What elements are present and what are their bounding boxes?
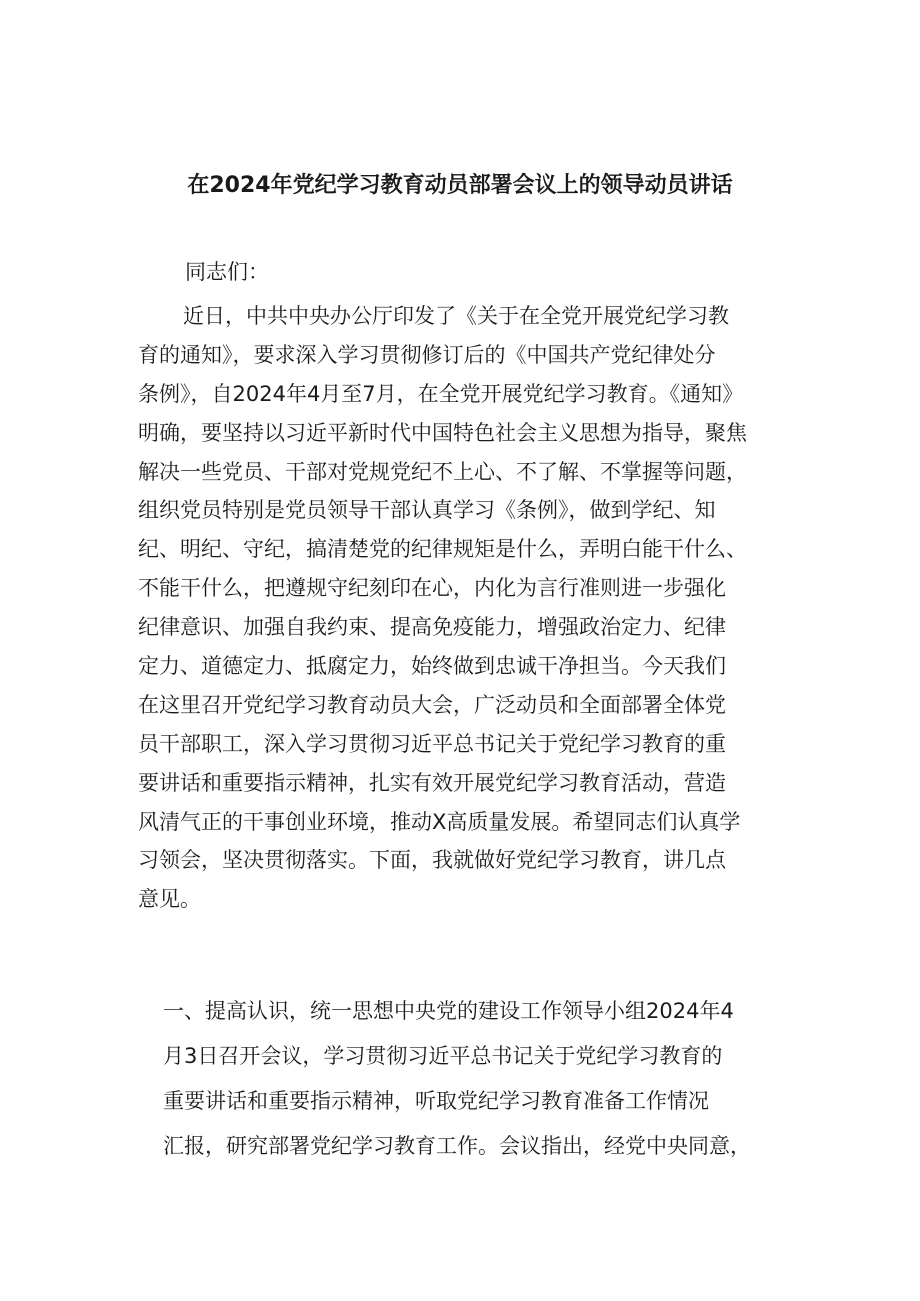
text-line: 在这里召开党纪学习教育动员大会，广泛动员和全面部署全体党 <box>138 692 726 717</box>
text-line: 育的通知》，要求深入学习贯彻修订后的《中国共产党纪律处分 <box>138 342 716 367</box>
text-line: 定力、道德定力、抵腐定力，始终做到忠诚干净担当。今天我们 <box>138 654 726 679</box>
text-line: 意见。 <box>138 887 201 912</box>
text-line: 员干部职工，深入学习贯彻习近平总书记关于党纪学习教育的重 <box>138 731 726 756</box>
text-line: 纪、明纪、守纪，搞清楚党的纪律规矩是什么，弄明白能干什么、 <box>138 537 747 562</box>
paragraph-section-one <box>138 992 798 1172</box>
text-line: 重要讲话和重要指示精神，听取党纪学习教育准备工作情况 <box>163 1089 709 1113</box>
text-line: 纪律意识、加强自我约束、提高免疫能力，增强政治定力、纪律 <box>138 615 726 640</box>
text-line: 汇报，研究部署党纪学习教育工作。会议指出，经党中央同意， <box>163 1134 751 1158</box>
text-line: 解决一些党员、干部对党规党纪不上心、不了解、不掌握等问题， <box>138 459 747 484</box>
text-line: 习领会，坚决贯彻落实。下面，我就做好党纪学习教育，讲几点 <box>138 848 726 873</box>
text-line: 条例》，自2024年4月至7月，在全党开展党纪学习教育。《通知》 <box>138 381 744 406</box>
text-line: 要讲话和重要指示精神，扎实有效开展党纪学习教育活动，营造 <box>138 770 726 795</box>
text-line: 组织党员特别是党员领导干部认真学习《条例》，做到学纪、知 <box>138 498 716 523</box>
text-line: 月3日召开会议，学习贯彻习近平总书记关于党纪学习教育的 <box>163 1044 723 1068</box>
document-title: 在2024年党纪学习教育动员部署会议上的领导动员讲话 <box>187 173 733 198</box>
section-heading-line: 一、提高认识，统一思想中央党的建设工作领导小组2024年4 <box>163 999 734 1023</box>
text-line: 风清气正的干事创业环境，推动X高质量发展。希望同志们认真学 <box>138 809 741 834</box>
salutation: 同志们： <box>185 260 269 284</box>
text-line: 明确，要坚持以习近平新时代中国特色社会主义思想为指导，聚焦 <box>138 420 747 445</box>
text-line: 不能干什么，把遵规守纪刻印在心，内化为言行准则进一步强化 <box>138 576 726 601</box>
paragraph-intro <box>138 300 798 922</box>
text-line: 近日，中共中央办公厅印发了《关于在全党开展党纪学习教 <box>183 304 729 328</box>
